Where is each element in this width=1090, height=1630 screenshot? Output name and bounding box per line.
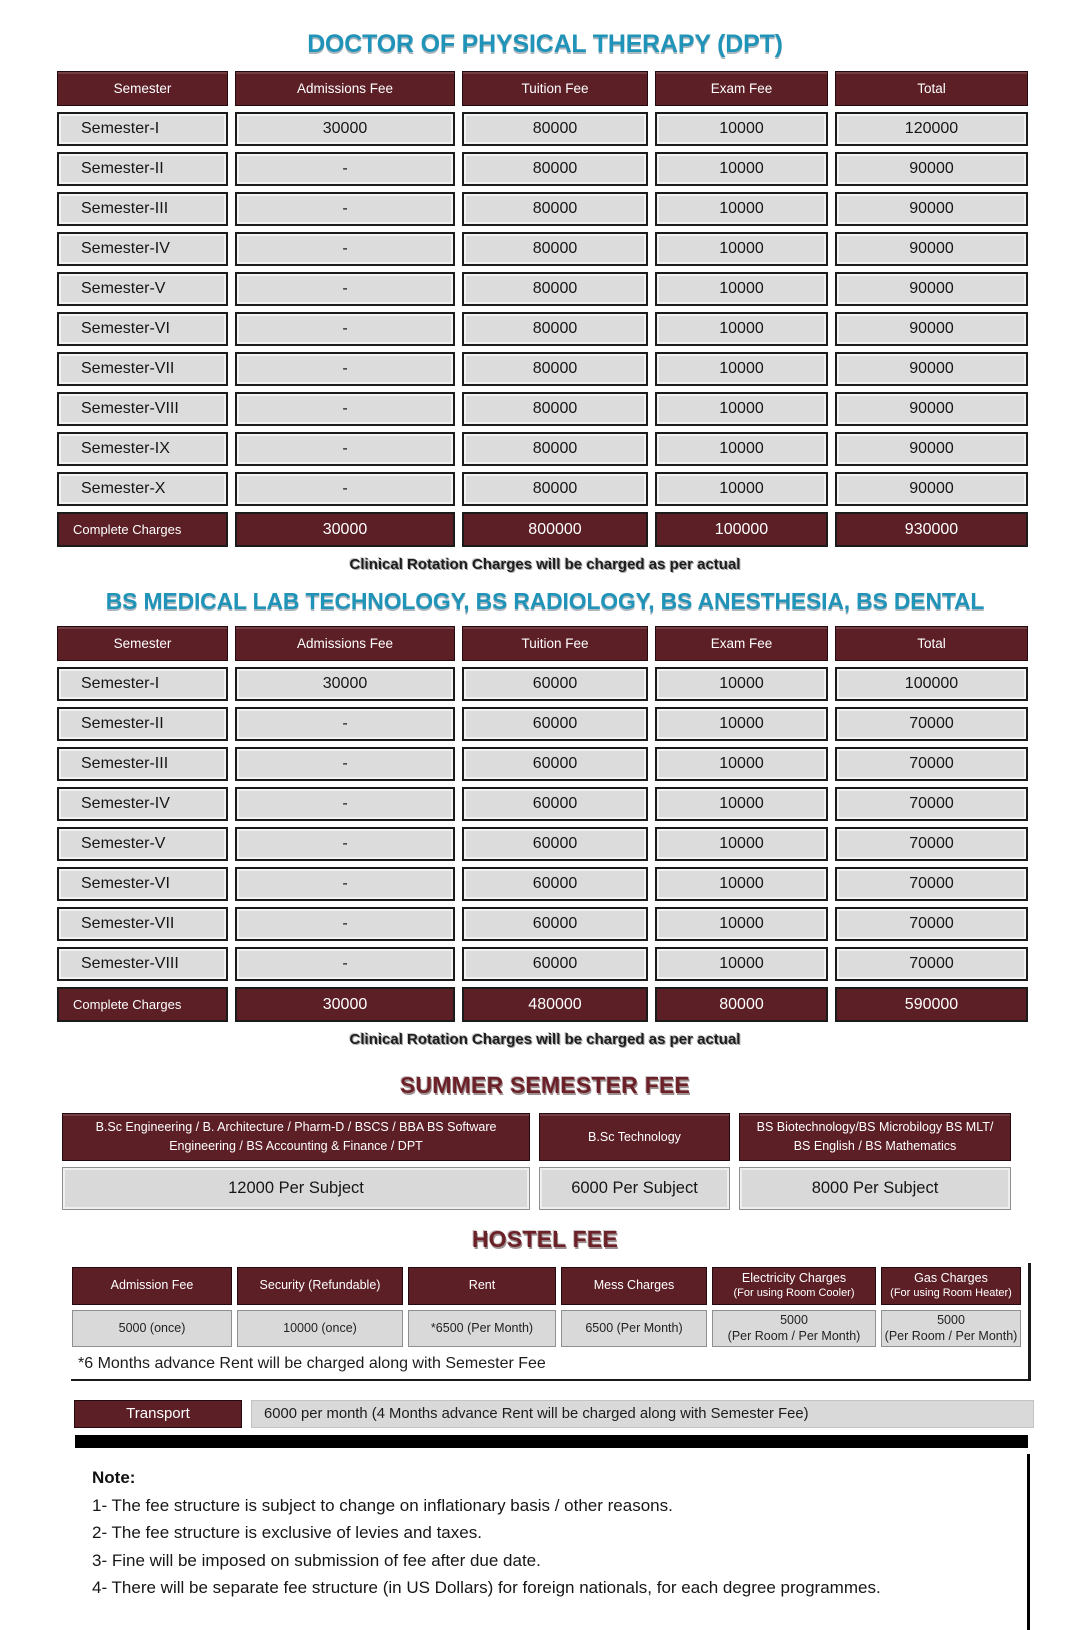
- admissions-fee-cell: -: [235, 312, 455, 346]
- admissions-fee-cell: -: [235, 152, 455, 186]
- tuition-fee-cell: 60000: [462, 867, 648, 901]
- total-cell: 70000: [835, 867, 1028, 901]
- total-cell: 70000: [835, 747, 1028, 781]
- total-cell: 90000: [835, 232, 1028, 266]
- summer-programs-header: B.Sc Technology: [539, 1113, 730, 1161]
- hostel-header-electricity: [712, 1267, 876, 1305]
- hostel-header-label: Admission Fee: [110, 1278, 194, 1293]
- complete-tuition-total: 480000: [462, 987, 648, 1022]
- bs-clinical-note: Clinical Rotation Charges will be charged as per actual: [349, 1031, 741, 1048]
- summer-fee-value: 6000 Per Subject: [539, 1167, 730, 1210]
- note-item-4: 4- There will be separate fee structure (in US Dollars) for foreign nationals, for each degree programmes.: [92, 1578, 881, 1598]
- tuition-fee-cell: 80000: [462, 472, 648, 506]
- admissions-fee-cell: -: [235, 787, 455, 821]
- hostel-gas-value: [881, 1310, 1021, 1347]
- hostel-security-value: [237, 1310, 403, 1347]
- dpt-header-admissions-fee: Admissions Fee: [235, 71, 455, 106]
- total-cell: 90000: [835, 432, 1028, 466]
- total-cell: 90000: [835, 472, 1028, 506]
- bs-header-admissions-fee: Admissions Fee: [235, 626, 455, 661]
- exam-fee-cell: 10000: [655, 432, 828, 466]
- admissions-fee-cell: -: [235, 432, 455, 466]
- admissions-fee-cell: -: [235, 272, 455, 306]
- complete-charges-label: Complete Charges: [57, 512, 228, 547]
- hostel-value-sublabel: (Per Room / Per Month): [884, 1329, 1018, 1344]
- dpt-header-total: Total: [835, 71, 1028, 106]
- semester-cell: Semester-X: [57, 472, 228, 506]
- tuition-fee-cell: 80000: [462, 432, 648, 466]
- tuition-fee-cell: 60000: [462, 907, 648, 941]
- admissions-fee-cell: -: [235, 472, 455, 506]
- exam-fee-cell: 10000: [655, 192, 828, 226]
- admissions-fee-cell: -: [235, 907, 455, 941]
- hostel-value-label: 5000: [937, 1313, 965, 1327]
- hostel-header-row: [72, 1267, 1024, 1305]
- dpt-clinical-note: Clinical Rotation Charges will be charged as per actual: [349, 556, 741, 573]
- exam-fee-cell: 10000: [655, 907, 828, 941]
- hostel-value-label: 10000 (once): [283, 1321, 357, 1336]
- complete-tuition-total: 800000: [462, 512, 648, 547]
- exam-fee-cell: 10000: [655, 232, 828, 266]
- bs-header-total: Total: [835, 626, 1028, 661]
- admissions-fee-cell: -: [235, 707, 455, 741]
- admissions-fee-cell: -: [235, 192, 455, 226]
- admissions-fee-cell: -: [235, 392, 455, 426]
- summer-fee-table: [62, 1113, 1011, 1210]
- hostel-mess-value: [561, 1310, 707, 1347]
- summer-programs-header: BS Biotechnology/BS Microbilogy BS MLT/ BS English / BS Mathematics: [739, 1113, 1011, 1161]
- semester-cell: Semester-V: [57, 827, 228, 861]
- total-cell: 90000: [835, 272, 1028, 306]
- admissions-fee-cell: 30000: [235, 112, 455, 146]
- complete-grand-total: 930000: [835, 512, 1028, 547]
- total-cell: 70000: [835, 707, 1028, 741]
- exam-fee-cell: 10000: [655, 667, 828, 701]
- note-item-1: 1- The fee structure is subject to change on inflationary basis / other reasons.: [92, 1495, 673, 1515]
- hostel-value-label: 5000: [780, 1313, 808, 1327]
- semester-cell: Semester-III: [57, 747, 228, 781]
- complete-exam-total: 100000: [655, 512, 828, 547]
- hostel-value-sublabel: (Per Room / Per Month): [727, 1329, 861, 1344]
- summer-fee-value: 8000 Per Subject: [739, 1167, 1011, 1210]
- tuition-fee-cell: 60000: [462, 667, 648, 701]
- tuition-fee-cell: 80000: [462, 232, 648, 266]
- admissions-fee-cell: -: [235, 232, 455, 266]
- bs-fee-table: [57, 626, 1028, 1022]
- total-cell: 90000: [835, 352, 1028, 386]
- tuition-fee-cell: 80000: [462, 272, 648, 306]
- complete-exam-total: 80000: [655, 987, 828, 1022]
- complete-grand-total: 590000: [835, 987, 1028, 1022]
- tuition-fee-cell: 80000: [462, 392, 648, 426]
- exam-fee-cell: 10000: [655, 707, 828, 741]
- tuition-fee-cell: 60000: [462, 787, 648, 821]
- hostel-header-label: Security (Refundable): [259, 1278, 381, 1293]
- total-cell: 100000: [835, 667, 1028, 701]
- admissions-fee-cell: 30000: [235, 667, 455, 701]
- tuition-fee-cell: 80000: [462, 192, 648, 226]
- hostel-value-label: *6500 (Per Month): [430, 1321, 534, 1336]
- semester-cell: Semester-IX: [57, 432, 228, 466]
- transport-value: 6000 per month (4 Months advance Rent will be charged along with Semester Fee): [251, 1400, 1034, 1428]
- tuition-fee-cell: 80000: [462, 312, 648, 346]
- hostel-value-row: [72, 1305, 1024, 1347]
- exam-fee-cell: 10000: [655, 392, 828, 426]
- hostel-admission-value: [72, 1310, 232, 1347]
- dpt-fee-table: [57, 71, 1028, 547]
- semester-cell: Semester-III: [57, 192, 228, 226]
- exam-fee-cell: 10000: [655, 272, 828, 306]
- total-cell: 90000: [835, 192, 1028, 226]
- admissions-fee-cell: -: [235, 747, 455, 781]
- hostel-fee-table: [68, 1261, 1028, 1379]
- semester-cell: Semester-IV: [57, 232, 228, 266]
- total-cell: 90000: [835, 152, 1028, 186]
- semester-cell: Semester-II: [57, 152, 228, 186]
- exam-fee-cell: 10000: [655, 747, 828, 781]
- hostel-header-sublabel: (For using Room Cooler): [733, 1286, 855, 1299]
- note-heading: Note:: [92, 1467, 136, 1487]
- hostel-header-mess: [561, 1267, 707, 1305]
- summer-fee-value: 12000 Per Subject: [62, 1167, 530, 1210]
- complete-admissions-total: 30000: [235, 987, 455, 1022]
- hostel-header-label: Rent: [468, 1278, 496, 1293]
- admissions-fee-cell: -: [235, 827, 455, 861]
- hostel-fee-title: HOSTEL FEE: [472, 1226, 618, 1252]
- transport-section: [68, 1394, 1040, 1428]
- dpt-title: DOCTOR OF PHYSICAL THERAPY (DPT): [307, 30, 783, 58]
- hostel-header-rent: [408, 1267, 556, 1305]
- complete-admissions-total: 30000: [235, 512, 455, 547]
- bs-header-semester: Semester: [57, 626, 228, 661]
- hostel-header-label: Electricity Charges: [741, 1271, 847, 1286]
- tuition-fee-cell: 80000: [462, 352, 648, 386]
- divider-bar: [75, 1435, 1028, 1448]
- total-cell: 70000: [835, 787, 1028, 821]
- semester-cell: Semester-VII: [57, 352, 228, 386]
- hostel-rent-value: [408, 1310, 556, 1347]
- tuition-fee-cell: 60000: [462, 827, 648, 861]
- total-cell: 70000: [835, 907, 1028, 941]
- bs-header-tuition-fee: Tuition Fee: [462, 626, 648, 661]
- tuition-fee-cell: 60000: [462, 747, 648, 781]
- tuition-fee-cell: 60000: [462, 707, 648, 741]
- bs-header-exam-fee: Exam Fee: [655, 626, 828, 661]
- admissions-fee-cell: -: [235, 867, 455, 901]
- tuition-fee-cell: 60000: [462, 947, 648, 981]
- exam-fee-cell: 10000: [655, 867, 828, 901]
- exam-fee-cell: 10000: [655, 352, 828, 386]
- hostel-header-gas: [881, 1267, 1021, 1305]
- semester-cell: Semester-I: [57, 667, 228, 701]
- transport-label: Transport: [74, 1400, 242, 1428]
- tuition-fee-cell: 80000: [462, 112, 648, 146]
- admissions-fee-cell: -: [235, 352, 455, 386]
- semester-cell: Semester-VIII: [57, 392, 228, 426]
- dpt-header-tuition-fee: Tuition Fee: [462, 71, 648, 106]
- hostel-value-label: 5000 (once): [118, 1321, 186, 1336]
- hostel-header-label: Mess Charges: [593, 1278, 675, 1293]
- total-cell: 90000: [835, 312, 1028, 346]
- semester-cell: Semester-VII: [57, 907, 228, 941]
- total-cell: 120000: [835, 112, 1028, 146]
- tuition-fee-cell: 80000: [462, 152, 648, 186]
- summer-programs-header: B.Sc Engineering / B. Architecture / Pharm-D / BSCS / BBA BS Software Engineering / BS Accounting & Finance / DPT: [62, 1113, 530, 1161]
- total-cell: 70000: [835, 947, 1028, 981]
- semester-cell: Semester-V: [57, 272, 228, 306]
- hostel-electricity-value: [712, 1310, 876, 1347]
- hostel-header-admission: [72, 1267, 232, 1305]
- exam-fee-cell: 10000: [655, 312, 828, 346]
- exam-fee-cell: 10000: [655, 472, 828, 506]
- complete-charges-label: Complete Charges: [57, 987, 228, 1022]
- semester-cell: Semester-IV: [57, 787, 228, 821]
- exam-fee-cell: 10000: [655, 152, 828, 186]
- note-item-3: 3- Fine will be imposed on submission of fee after due date.: [92, 1550, 541, 1570]
- semester-cell: Semester-I: [57, 112, 228, 146]
- hostel-rent-footnote: *6 Months advance Rent will be charged along with Semester Fee: [78, 1354, 546, 1372]
- semester-cell: Semester-VIII: [57, 947, 228, 981]
- admissions-fee-cell: -: [235, 947, 455, 981]
- hostel-header-label: Gas Charges: [914, 1271, 988, 1286]
- note-section: [68, 1454, 1030, 1630]
- exam-fee-cell: 10000: [655, 947, 828, 981]
- exam-fee-cell: 10000: [655, 112, 828, 146]
- exam-fee-cell: 10000: [655, 827, 828, 861]
- dpt-header-exam-fee: Exam Fee: [655, 71, 828, 106]
- total-cell: 90000: [835, 392, 1028, 426]
- summer-col-biotech: [739, 1113, 1011, 1210]
- total-cell: 70000: [835, 827, 1028, 861]
- transport-row: [74, 1400, 1034, 1428]
- summer-col-engineering: [62, 1113, 530, 1210]
- note-item-2: 2- The fee structure is exclusive of levies and taxes.: [92, 1523, 482, 1543]
- dpt-header-semester: Semester: [57, 71, 228, 106]
- hostel-header-security: [237, 1267, 403, 1305]
- hostel-header-sublabel: (For using Room Heater): [890, 1286, 1012, 1299]
- bs-title: BS MEDICAL LAB TECHNOLOGY, BS RADIOLOGY, BS ANESTHESIA, BS DENTAL: [105, 588, 985, 614]
- summer-col-technology: [539, 1113, 730, 1210]
- exam-fee-cell: 10000: [655, 787, 828, 821]
- semester-cell: Semester-VI: [57, 867, 228, 901]
- hostel-value-label: 6500 (Per Month): [585, 1321, 683, 1336]
- semester-cell: Semester-II: [57, 707, 228, 741]
- semester-cell: Semester-VI: [57, 312, 228, 346]
- summer-semester-title: SUMMER SEMESTER FEE: [399, 1072, 691, 1098]
